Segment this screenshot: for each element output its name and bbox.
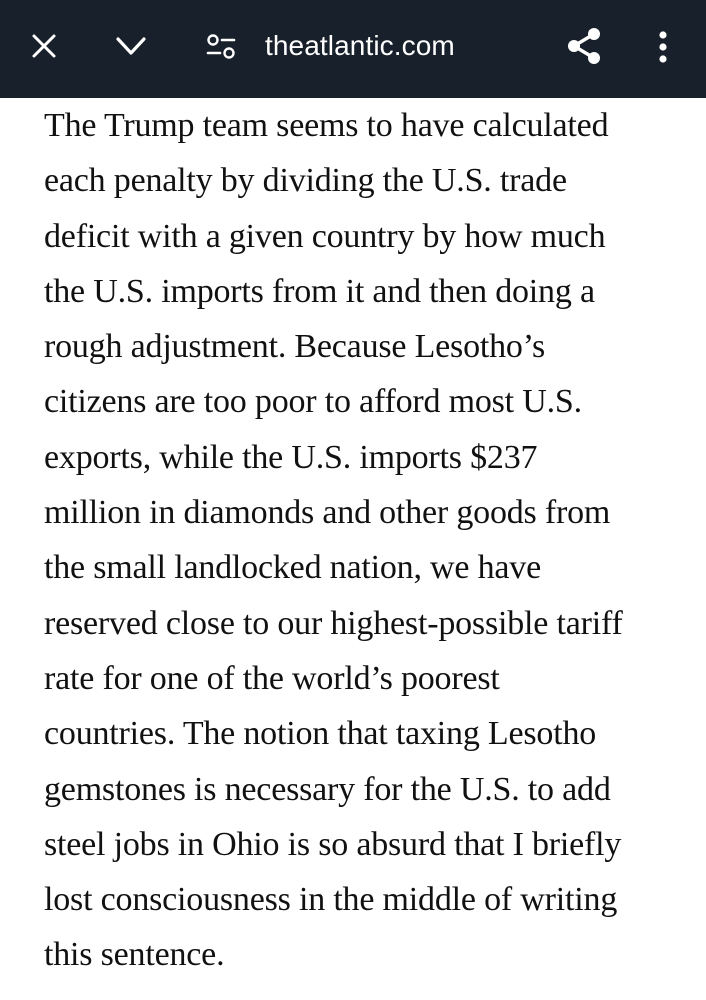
text-line: the small landlocked nation, we have: [44, 549, 541, 587]
share-icon[interactable]: [562, 24, 606, 68]
text-line: each penalty by dividing the U.S. trade: [44, 162, 567, 200]
text-line: countries. The notion that taxing Lesotho: [44, 715, 597, 753]
url-display[interactable]: theatlantic.com: [265, 30, 455, 61]
text-line: reserved close to our highest-possible tariff: [44, 604, 623, 642]
site-settings-icon[interactable]: [204, 31, 238, 61]
article-paragraph: [44, 98, 684, 983]
text-line: rough adjustment. Because Lesotho’s: [44, 328, 546, 366]
text-line: gemstones is necessary for the U.S. to add: [44, 770, 611, 808]
text-line: the U.S. imports from it and then doing a: [44, 272, 595, 310]
text-line: million in diamonds and other goods from: [44, 494, 611, 532]
browser-toolbar: [0, 0, 706, 98]
text-line: this sentence.: [44, 936, 225, 974]
text-line: deficit with a given country by how much: [44, 217, 606, 255]
more-vert-icon[interactable]: [650, 28, 676, 66]
text-line: citizens are too poor to afford most U.S.: [44, 383, 582, 421]
chevron-down-icon[interactable]: [112, 30, 150, 62]
text-line: exports, while the U.S. imports $237: [44, 438, 538, 476]
text-line: The Trump team seems to have calculated: [44, 107, 609, 144]
text-line: lost consciousness in the middle of writing: [44, 881, 618, 919]
close-icon[interactable]: [26, 28, 62, 64]
text-line: steel jobs in Ohio is so absurd that I briefly: [44, 825, 622, 863]
article-body: [44, 98, 684, 983]
text-line: rate for one of the world’s poorest: [44, 659, 500, 697]
